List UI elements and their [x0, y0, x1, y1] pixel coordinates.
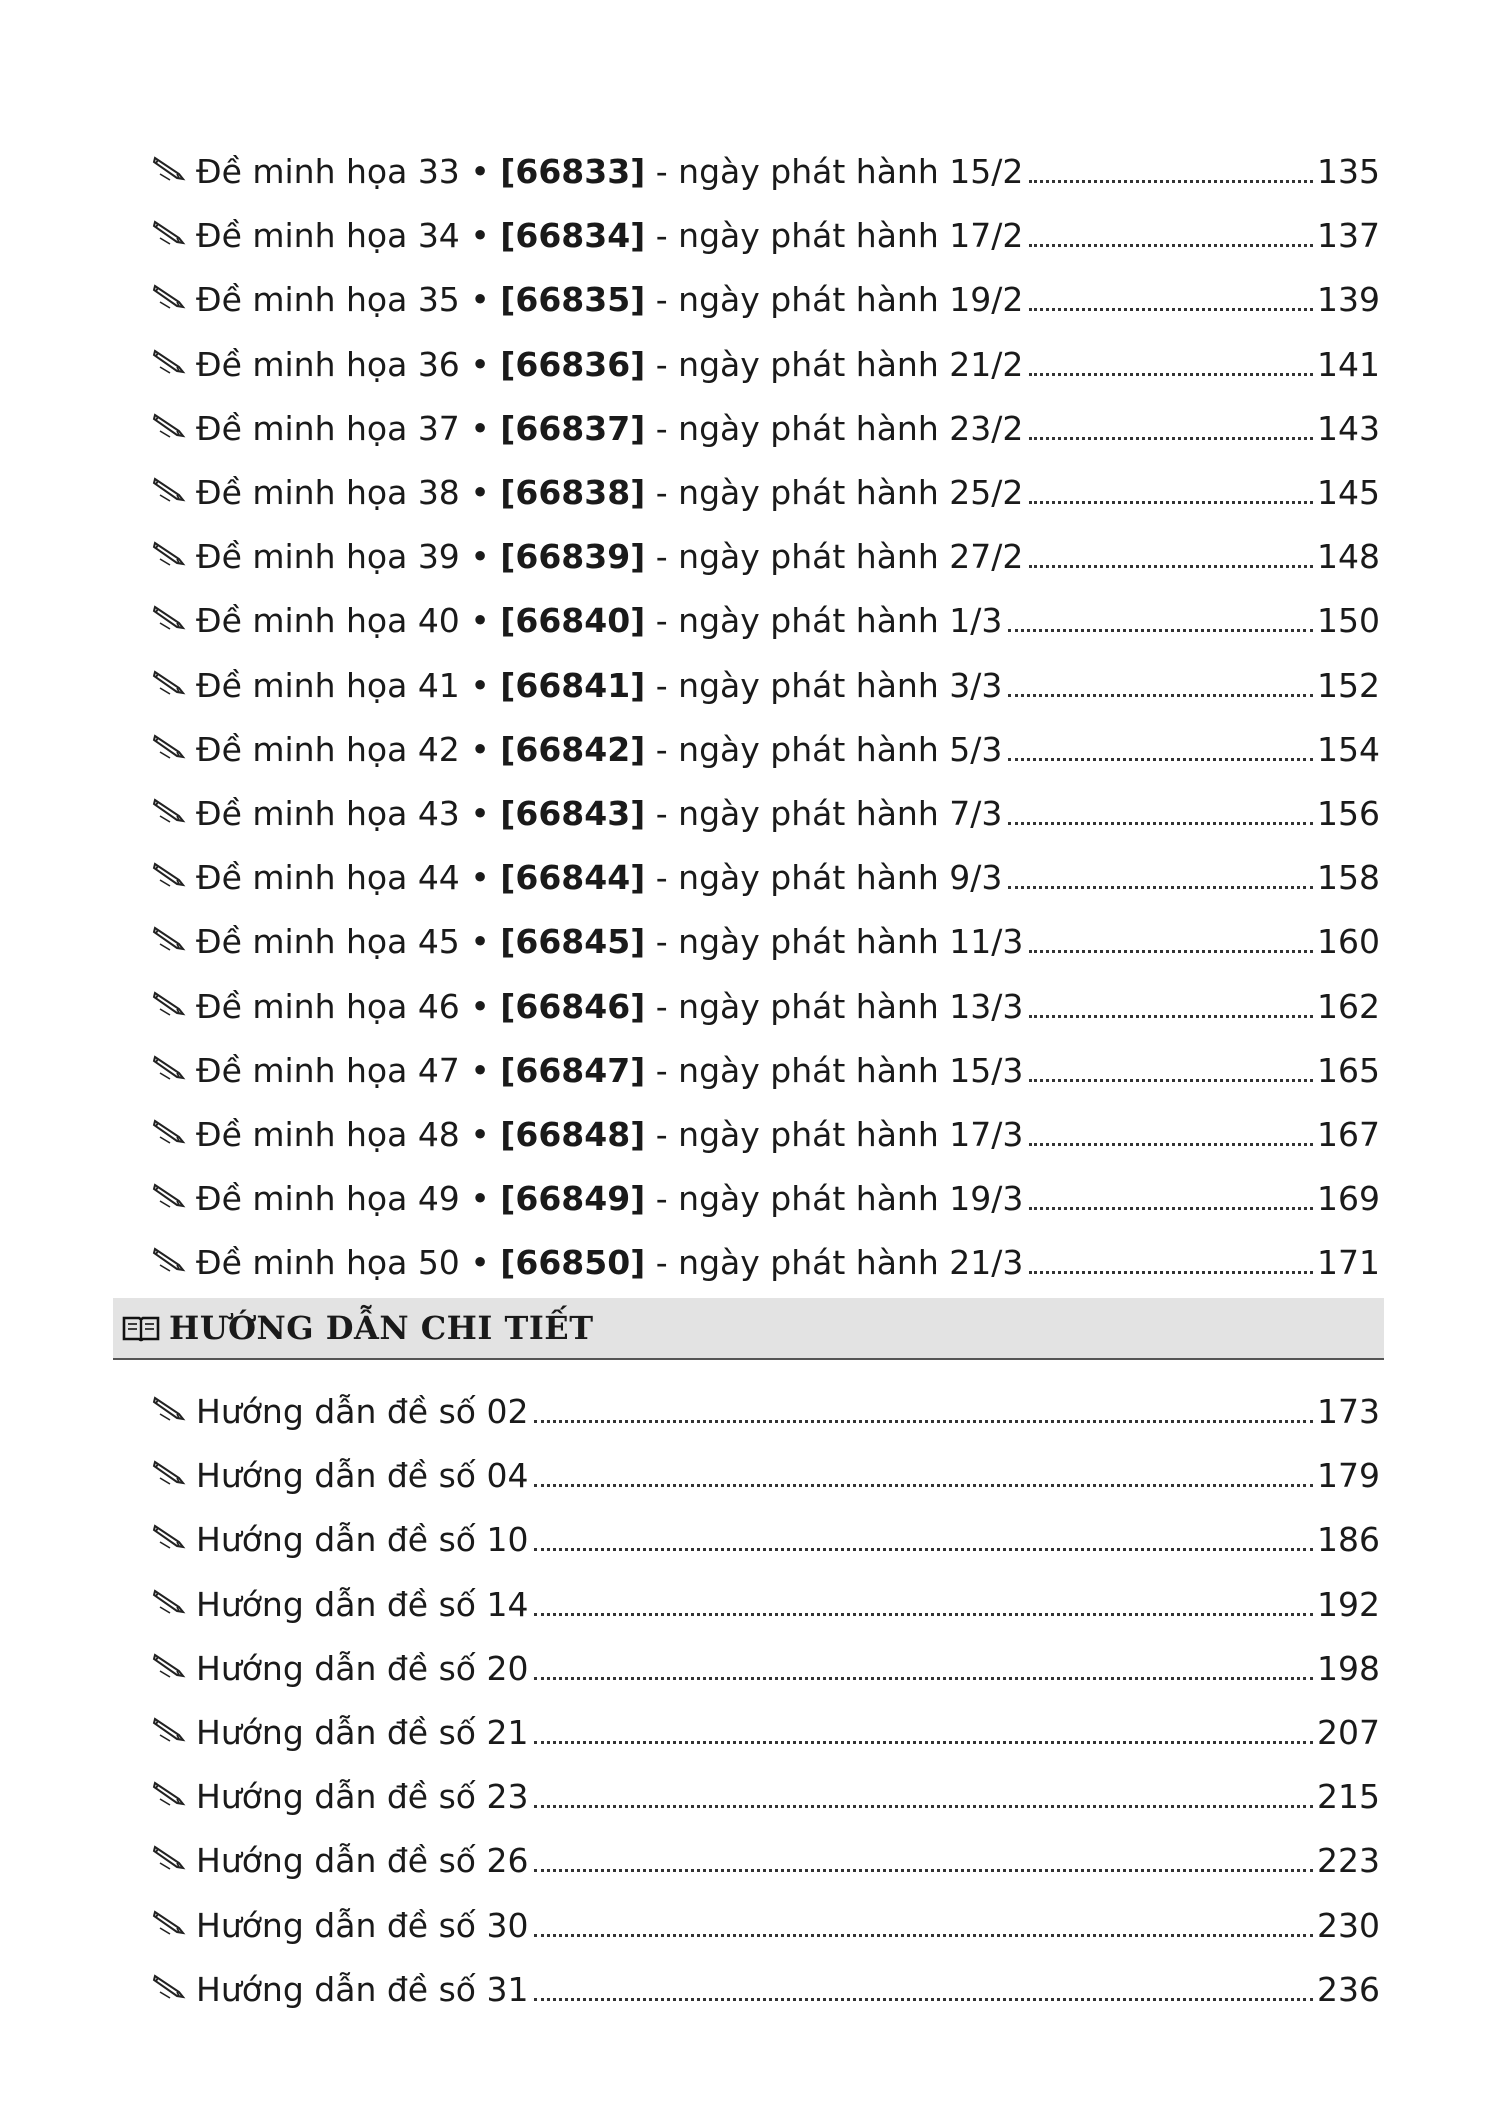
- toc-entry[interactable]: [152, 1831, 1380, 1881]
- dot-leader: [1029, 308, 1313, 311]
- dot-leader: [534, 1677, 1313, 1680]
- toc-entry-title: [196, 1456, 528, 1496]
- entry-separator: •: [470, 665, 490, 705]
- toc-entry-title: [196, 601, 1002, 641]
- entry-code: [66838]: [500, 473, 646, 512]
- toc-entry-title: [196, 537, 1023, 577]
- pencil-icon: [152, 216, 186, 246]
- pencil-icon: [152, 601, 186, 631]
- entry-label: Đề minh họa 45: [196, 922, 460, 962]
- page-number: 173: [1317, 1392, 1380, 1431]
- pencil-icon: [152, 1456, 186, 1486]
- pencil-icon: [152, 409, 186, 439]
- dot-leader: [1029, 501, 1313, 504]
- page-number: 160: [1317, 922, 1380, 962]
- entry-release-date: - ngày phát hành 21/3: [655, 1243, 1024, 1283]
- toc-entry-title: [196, 1713, 528, 1753]
- page-number: 230: [1317, 1905, 1380, 1945]
- entry-separator: •: [470, 344, 490, 384]
- entry-separator: •: [470, 473, 490, 512]
- toc-entry-title: [196, 1051, 1023, 1091]
- dot-leader: [534, 1484, 1313, 1487]
- page-number: 192: [1317, 1584, 1380, 1624]
- page-number: 236: [1317, 1969, 1380, 2009]
- toc-entry-title: [196, 666, 1002, 706]
- entry-release-date: - ngày phát hành 25/2: [655, 473, 1024, 512]
- page-number: 141: [1317, 344, 1380, 384]
- toc-entry[interactable]: [152, 1233, 1380, 1283]
- dot-leader: [1029, 244, 1313, 247]
- entry-label: Hướng dẫn đề số 30: [196, 1905, 529, 1945]
- toc-entry-title: [196, 1585, 528, 1625]
- entry-separator: •: [470, 858, 490, 898]
- dot-leader: [1008, 694, 1313, 697]
- pencil-icon: [152, 1115, 186, 1145]
- toc-entry[interactable]: [152, 1575, 1380, 1625]
- entry-code: [66843]: [500, 794, 646, 833]
- entry-code: [66840]: [500, 601, 646, 641]
- toc-entry-title: [196, 216, 1023, 256]
- toc-entry-title: [196, 1243, 1023, 1283]
- pencil-icon: [152, 280, 186, 310]
- toc-entry[interactable]: [152, 527, 1380, 577]
- toc-entry-title: [196, 1777, 528, 1817]
- dot-leader: [1029, 373, 1313, 376]
- entry-release-date: - ngày phát hành 23/2: [655, 408, 1024, 448]
- entry-code: [66846]: [500, 986, 646, 1026]
- entry-code: [66850]: [500, 1243, 646, 1283]
- toc-entry-title: [196, 858, 1002, 898]
- entry-release-date: - ngày phát hành 3/3: [655, 665, 1003, 705]
- toc-entry[interactable]: [152, 848, 1380, 898]
- entry-label: Đề minh họa 46: [196, 986, 460, 1026]
- dot-leader: [1029, 437, 1313, 440]
- entry-code: [66842]: [500, 729, 646, 769]
- toc-entry-title: [196, 473, 1023, 513]
- entry-separator: •: [470, 1050, 490, 1090]
- entry-label: Hướng dẫn đề số 21: [196, 1713, 529, 1752]
- entry-release-date: - ngày phát hành 17/2: [655, 216, 1024, 256]
- entry-code: [66835]: [500, 280, 646, 320]
- toc-entry[interactable]: [152, 1767, 1380, 1817]
- entry-code: [66836]: [500, 344, 646, 384]
- pencil-icon: [152, 730, 186, 760]
- entry-label: Đề minh họa 49: [196, 1179, 460, 1219]
- page-number: 162: [1317, 986, 1380, 1026]
- entry-label: Đề minh họa 50: [196, 1243, 460, 1283]
- pencil-icon: [152, 1713, 186, 1743]
- toc-entry-title: [196, 409, 1023, 449]
- entry-label: Hướng dẫn đề số 23: [196, 1777, 529, 1817]
- pencil-icon: [152, 1970, 186, 2000]
- dot-leader: [534, 1613, 1313, 1616]
- section-title: HƯỚNG DẪN CHI TIẾT: [169, 1309, 594, 1347]
- entry-separator: •: [470, 986, 490, 1026]
- page-number: 148: [1317, 537, 1380, 577]
- entry-release-date: - ngày phát hành 15/2: [655, 152, 1024, 191]
- toc-entry-title: [196, 1520, 528, 1560]
- toc-entry-title: [196, 1392, 528, 1432]
- entry-code: [66849]: [500, 1179, 646, 1219]
- toc-entry[interactable]: [152, 591, 1380, 641]
- entry-code: [66834]: [500, 216, 646, 256]
- dot-leader: [1029, 1079, 1313, 1082]
- dot-leader: [1029, 1271, 1313, 1274]
- page-number: 165: [1317, 1050, 1380, 1090]
- entry-separator: •: [470, 280, 490, 320]
- entry-label: Đề minh họa 38: [196, 473, 460, 512]
- toc-entry-title: [196, 345, 1023, 385]
- entry-release-date: - ngày phát hành 19/2: [655, 280, 1024, 320]
- toc-entry[interactable]: [152, 912, 1380, 962]
- entry-release-date: - ngày phát hành 21/2: [655, 344, 1024, 384]
- toc-entry[interactable]: [152, 1169, 1380, 1219]
- toc-entry[interactable]: [152, 1105, 1380, 1155]
- entry-separator: •: [470, 794, 490, 833]
- pencil-icon: [152, 345, 186, 375]
- entry-separator: •: [470, 1179, 490, 1219]
- entry-label: Đề minh họa 47: [196, 1050, 460, 1090]
- page-number: 152: [1317, 665, 1380, 705]
- toc-entry-title: [196, 922, 1023, 962]
- entry-label: Hướng dẫn đề số 10: [196, 1520, 529, 1560]
- toc-entry[interactable]: [152, 784, 1380, 834]
- toc-entry[interactable]: [152, 1510, 1380, 1560]
- entry-release-date: - ngày phát hành 7/3: [655, 794, 1003, 833]
- page-number: 223: [1317, 1841, 1380, 1881]
- toc-entry[interactable]: [152, 720, 1380, 770]
- toc-entry-title: [196, 152, 1023, 192]
- page-number: 169: [1317, 1179, 1380, 1219]
- entry-separator: •: [470, 729, 490, 769]
- entry-label: Đề minh họa 33: [196, 152, 460, 191]
- entry-release-date: - ngày phát hành 9/3: [655, 858, 1003, 898]
- pencil-icon: [152, 666, 186, 696]
- entry-release-date: - ngày phát hành 11/3: [655, 922, 1024, 962]
- entry-label: Hướng dẫn đề số 31: [196, 1969, 529, 2009]
- entry-code: [66833]: [500, 152, 646, 191]
- toc-entry[interactable]: [152, 399, 1380, 449]
- entry-separator: •: [470, 922, 490, 962]
- entry-code: [66839]: [500, 537, 646, 577]
- toc-entry-title: [196, 1649, 528, 1689]
- entry-code: [66845]: [500, 922, 646, 962]
- entry-code: [66844]: [500, 858, 646, 898]
- dot-leader: [534, 1420, 1313, 1423]
- pencil-icon: [152, 1520, 186, 1550]
- pencil-icon: [152, 473, 186, 503]
- entry-separator: •: [470, 152, 490, 191]
- entry-label: Đề minh họa 41: [196, 665, 460, 705]
- entry-label: Hướng dẫn đề số 04: [196, 1456, 529, 1496]
- entry-separator: •: [470, 1115, 490, 1154]
- page-number: 179: [1317, 1456, 1380, 1496]
- toc-entry[interactable]: [152, 1896, 1380, 1946]
- entry-release-date: - ngày phát hành 13/3: [655, 986, 1024, 1026]
- dot-leader: [1029, 1143, 1313, 1146]
- dot-leader: [534, 1934, 1313, 1937]
- pencil-icon: [152, 922, 186, 952]
- toc-entry[interactable]: [152, 1446, 1380, 1496]
- pencil-icon: [152, 1243, 186, 1273]
- entry-separator: •: [470, 601, 490, 641]
- pencil-icon: [152, 1841, 186, 1871]
- toc-entry[interactable]: [152, 206, 1380, 256]
- entry-label: Đề minh họa 40: [196, 601, 460, 641]
- entry-label: Đề minh họa 36: [196, 344, 460, 384]
- pencil-icon: [152, 987, 186, 1017]
- pencil-icon: [152, 1585, 186, 1615]
- entry-release-date: - ngày phát hành 5/3: [655, 729, 1003, 769]
- section-header-detailed-guides: [113, 1298, 1384, 1360]
- toc-entry[interactable]: [152, 1960, 1380, 2010]
- entry-label: Đề minh họa 43: [196, 794, 460, 833]
- dot-leader: [1029, 180, 1313, 183]
- entry-label: Đề minh họa 34: [196, 216, 460, 256]
- toc-entry[interactable]: [152, 1703, 1380, 1753]
- dot-leader: [534, 1741, 1313, 1744]
- toc-entry[interactable]: [152, 977, 1380, 1027]
- dot-leader: [1008, 886, 1313, 889]
- page-number: 171: [1317, 1243, 1380, 1283]
- entry-label: Hướng dẫn đề số 14: [196, 1584, 529, 1624]
- page-number: 145: [1317, 473, 1380, 512]
- pencil-icon: [152, 794, 186, 824]
- toc-entry[interactable]: [152, 463, 1380, 513]
- pencil-icon: [152, 858, 186, 888]
- entry-code: [66837]: [500, 408, 646, 448]
- pencil-icon: [152, 1777, 186, 1807]
- entry-release-date: - ngày phát hành 1/3: [655, 601, 1003, 641]
- toc-entry-title: [196, 1906, 528, 1946]
- entry-release-date: - ngày phát hành 19/3: [655, 1179, 1024, 1219]
- page-number: 186: [1317, 1520, 1380, 1560]
- entry-label: Đề minh họa 44: [196, 858, 460, 898]
- dot-leader: [1008, 822, 1313, 825]
- entry-code: [66847]: [500, 1050, 646, 1090]
- toc-entry-title: [196, 1115, 1023, 1155]
- entry-separator: •: [470, 216, 490, 256]
- dot-leader: [1029, 1207, 1313, 1210]
- dot-leader: [1008, 629, 1313, 632]
- page-number: 139: [1317, 280, 1380, 320]
- dot-leader: [1008, 758, 1313, 761]
- entry-label: Hướng dẫn đề số 02: [196, 1392, 529, 1431]
- page-number: 167: [1317, 1115, 1380, 1154]
- pencil-icon: [152, 537, 186, 567]
- toc-entry-title: [196, 987, 1023, 1027]
- entry-release-date: - ngày phát hành 15/3: [655, 1050, 1024, 1090]
- entry-label: Đề minh họa 39: [196, 537, 460, 577]
- page-number: 135: [1317, 152, 1380, 191]
- toc-entry[interactable]: [152, 1639, 1380, 1689]
- open-book-icon: [121, 1313, 161, 1343]
- entry-label: Hướng dẫn đề số 20: [196, 1648, 529, 1688]
- entry-code: [66848]: [500, 1115, 646, 1154]
- page-number: 215: [1317, 1777, 1380, 1817]
- toc-entry[interactable]: [152, 1041, 1380, 1091]
- page-number: 150: [1317, 601, 1380, 641]
- page-number: 158: [1317, 858, 1380, 898]
- page-number: 156: [1317, 794, 1380, 833]
- toc-entry-title: [196, 1179, 1023, 1219]
- dot-leader: [534, 1548, 1313, 1551]
- dot-leader: [1029, 1015, 1313, 1018]
- entry-code: [66841]: [500, 665, 646, 705]
- toc-entry-title: [196, 1970, 528, 2010]
- page-number: 154: [1317, 729, 1380, 769]
- entry-label: Đề minh họa 48: [196, 1115, 460, 1154]
- page-number: 137: [1317, 216, 1380, 256]
- page-number: 207: [1317, 1713, 1380, 1752]
- toc-entry[interactable]: [152, 656, 1380, 706]
- toc-entry[interactable]: [152, 335, 1380, 385]
- pencil-icon: [152, 152, 186, 182]
- toc-entry-title: [196, 794, 1002, 834]
- pencil-icon: [152, 1392, 186, 1422]
- entry-separator: •: [470, 1243, 490, 1283]
- entry-separator: •: [470, 408, 490, 448]
- pencil-icon: [152, 1906, 186, 1936]
- entry-label: Hướng dẫn đề số 26: [196, 1841, 529, 1881]
- entry-label: Đề minh họa 35: [196, 280, 460, 320]
- dot-leader: [534, 1869, 1313, 1872]
- page-number: 143: [1317, 408, 1380, 448]
- entry-label: Đề minh họa 42: [196, 729, 460, 769]
- toc-entry[interactable]: [152, 1382, 1380, 1432]
- toc-entry-title: [196, 730, 1002, 770]
- entry-label: Đề minh họa 37: [196, 408, 460, 448]
- page-number: 198: [1317, 1648, 1380, 1688]
- toc-entry-title: [196, 1841, 528, 1881]
- toc-entry-title: [196, 280, 1023, 320]
- pencil-icon: [152, 1649, 186, 1679]
- entry-separator: •: [470, 537, 490, 577]
- pencil-icon: [152, 1179, 186, 1209]
- dot-leader: [1029, 565, 1313, 568]
- dot-leader: [534, 1998, 1313, 2001]
- toc-entry[interactable]: [152, 142, 1380, 192]
- dot-leader: [534, 1805, 1313, 1808]
- pencil-icon: [152, 1051, 186, 1081]
- toc-entry[interactable]: [152, 270, 1380, 320]
- entry-release-date: - ngày phát hành 17/3: [655, 1115, 1024, 1154]
- entry-release-date: - ngày phát hành 27/2: [655, 537, 1024, 577]
- dot-leader: [1029, 950, 1313, 953]
